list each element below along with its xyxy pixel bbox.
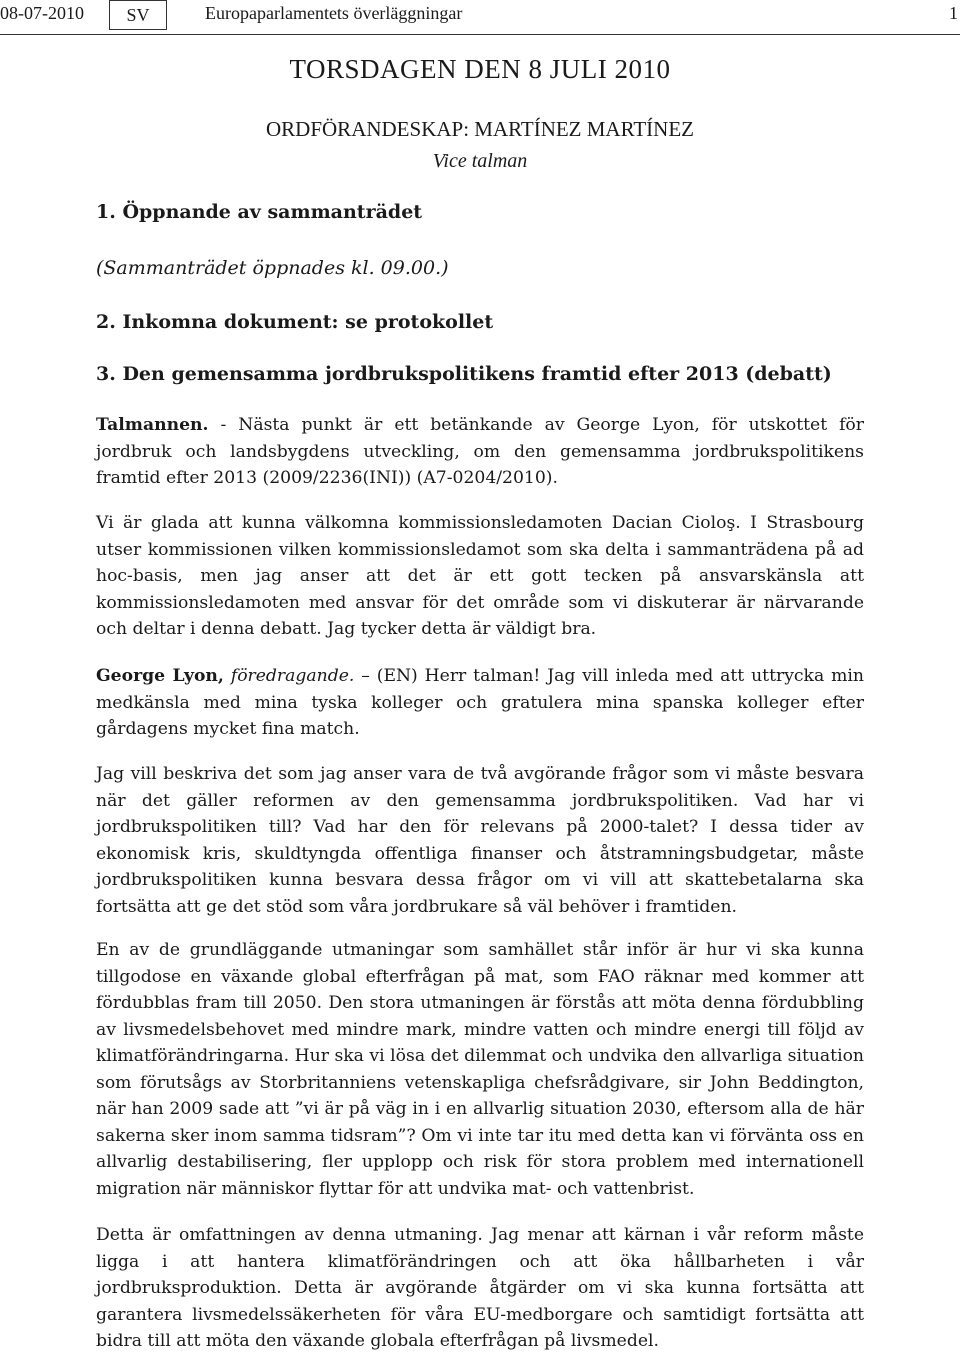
paragraph-text: Herr talman! Jag vill inleda med att uttrycka min medkänsla med mina tyska kolleger och gratulera mina spanska kolleger efter gårdagens mycket fina match. (96, 666, 864, 739)
agenda-item-3: 3. Den gemensamma jordbrukspolitikens framtid efter 2013 (debatt) (96, 363, 832, 385)
speaker-name: Talmannen. (96, 415, 209, 435)
language-note: (EN) (376, 666, 418, 686)
agenda-item-2: 2. Inkomna dokument: se protokollet (96, 311, 494, 333)
publication-title: Europaparlamentets överläggningar (205, 3, 463, 23)
page-header (0, 0, 960, 35)
speaker-role: föredragande. (230, 666, 355, 686)
debate-paragraph-1 (96, 412, 864, 492)
sitting-day-title: TORSDAGEN DEN 8 JULI 2010 (289, 54, 671, 84)
debate-paragraph-6: Detta är omfattningen av denna utmaning. Jag menar att kärnan i vår reform måste ligga i att hantera klimatförändringen och att öka hållbarheten i vår jordbruksproduktion. Detta är avgörande åtgärder om vi ska kunna fortsätta att garantera livsmedelssäkerheten för våra EU-medborgare och samtidigt fortsätta att bidra till att möta den växande globala efterfrågan på livsmedel. (96, 1225, 864, 1351)
debate-paragraph-2: Vi är glada att kunna välkomna kommissionsledamoten Dacian Cioloş. I Strasbourg utser kommissionen vilken kommissionsledamot som ska delta i sammanträdena på ad hoc-basis, men jag anser att det är ett gott tecken på ansvarskänsla att kommissionsledamoten med ansvar för det område som vi diskuterar är närvarande och deltar i denna debatt. Jag tycker detta är väldigt bra. (96, 513, 864, 639)
page-number: 1 (949, 3, 958, 23)
chair-role: Vice talman (432, 150, 528, 172)
debate-paragraph-5: En av de grundläggande utmaningar som samhället står inför är hur vi ska kunna tillgodose en växande global efterfrågan på mat, som FAO räknar med kommer att fördubblas fram till 2050. Den stora utmaningen är förstås att möta denna fördubbling av livsmedelsbehovet med mindre mark, mindre vatten och mindre energi till följd av klimatförändringarna. Hur ska vi lösa det dilemmat och undvika den allvarliga situation som förutsågs av Storbritanniens vetenskapliga chefsrådgivare, sir John Beddington, när han 2009 sade att ”vi är på väg in i en allvarlig situation 2030, eftersom alla de här sakerna sker inom samma tidsram”? Om vi inte tar itu med detta kan vi förvänta oss en allvarlig destabilisering, fler upplopp och risk för stora problem med internationell migration när människor flyttar för att undvika mat- och vattenbrist. (96, 940, 864, 1199)
debate-paragraph-4: Jag vill beskriva det som jag anser vara de två avgörande frågor som vi måste besvara när det gäller reformen av den gemensamma jordbrukspolitiken. Vad har vi jordbrukspolitiken till? Vad har den för relevans på 2000-talet? I dessa tider av ekonomisk kris, skuldtyngda offentliga finanser och åtstramningsbudgetar, måste jordbrukspolitiken kunna besvara dessa frågor om vi vill att skattebetalarna ska fortsätta att ge det stöd som våra jordbrukare så väl behöver i framtiden. (96, 764, 864, 917)
speaker-name: George Lyon, (96, 666, 224, 686)
language-code-box: SV (109, 0, 167, 30)
debate-paragraph-3: George Lyon, föredragande. – (EN) Herr talman! Jag vill inleda med att uttrycka min medkänsla med mina tyska kolleger och gratulera mina spanska kolleger efter gårdagens mycket fina match. (96, 666, 864, 739)
agenda-item-1-note: (Sammanträdet öppnades kl. 09.00.) (96, 257, 449, 279)
chair-heading: ORDFÖRANDESKAP: MARTÍNEZ MARTÍNEZ (266, 117, 694, 141)
agenda-item-1: 1. Öppnande av sammanträdet (96, 201, 423, 223)
paragraph-text: - Nästa punkt är ett betänkande av George Lyon, för utskottet för jordbruk och landsbygdens utveckling, om den gemensamma jordbrukspolitikens framtid efter 2013 (2009/2236(INI)) (A7-0204/2010). (96, 415, 864, 488)
header-date: 08-07-2010 (0, 3, 84, 23)
